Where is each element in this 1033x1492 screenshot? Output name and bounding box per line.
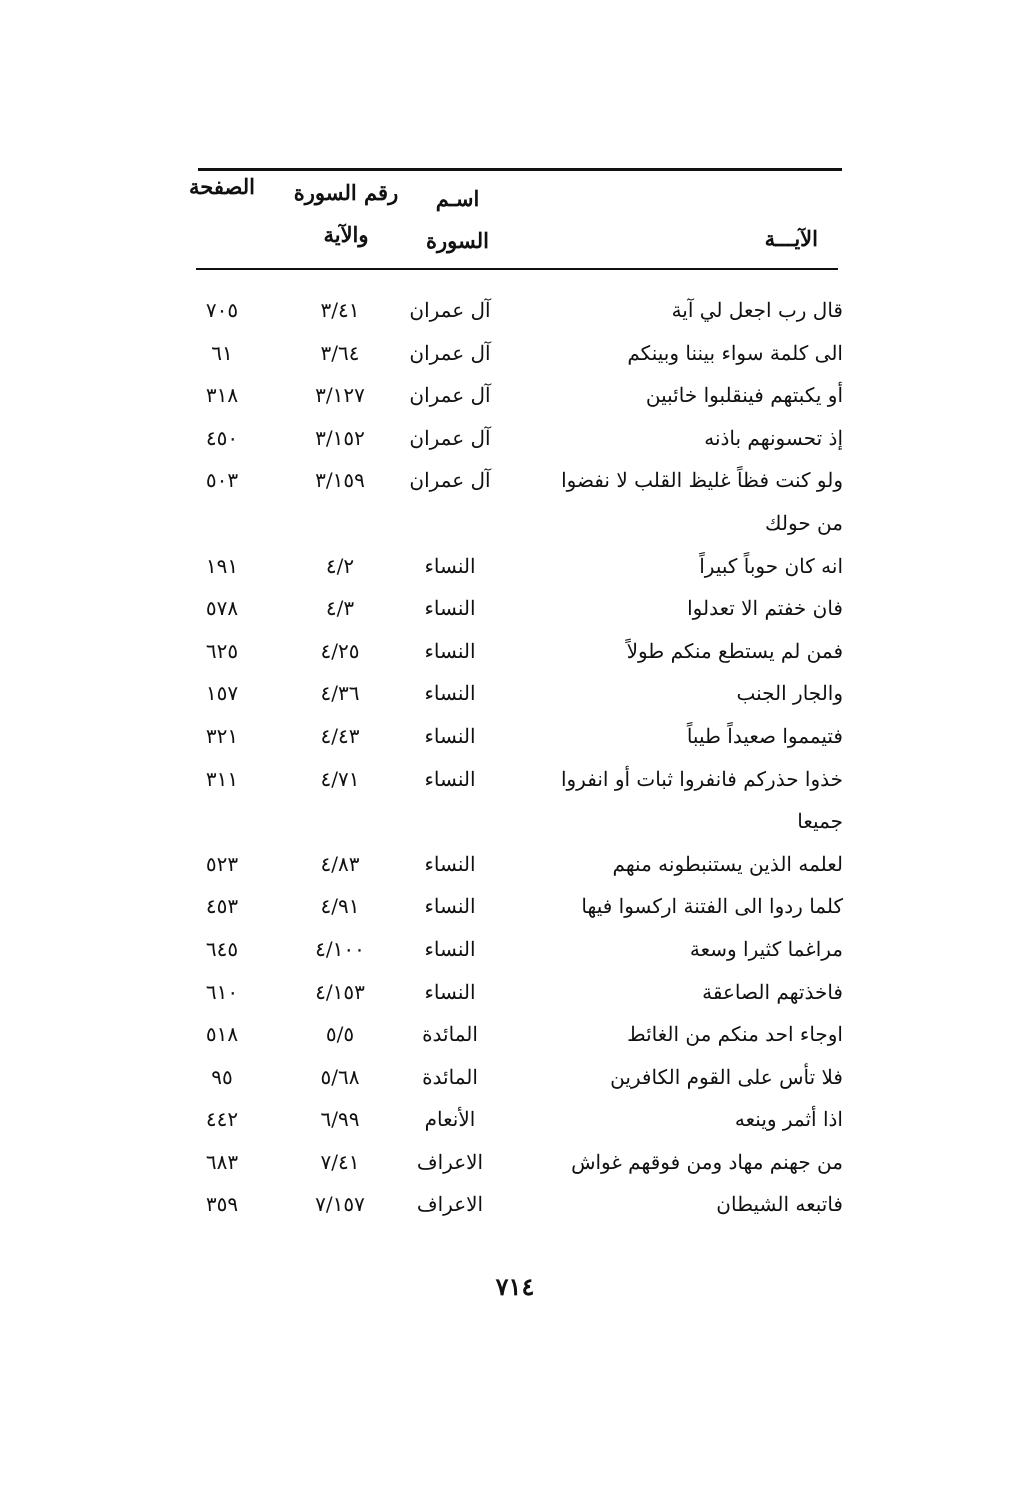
- sura-cell: المائدة: [422, 1022, 478, 1047]
- ref-cell: ٤/٣٦: [320, 681, 360, 706]
- table-row: [0, 803, 1033, 846]
- ref-cell: ٣/١٢٧: [315, 383, 365, 408]
- ayah-cell: إذ تحسونهم باذنه: [704, 425, 843, 450]
- header-page-label: الصفحة: [189, 174, 255, 199]
- table-row: [0, 590, 1033, 633]
- ayah-cell: ولو كنت فظاً غليظ القلب لا نفضوا: [561, 468, 843, 493]
- ref-cell: ٧/١٥٧: [315, 1192, 365, 1217]
- ref-cell: ٧/٤١: [320, 1149, 360, 1174]
- top-rule: [198, 168, 842, 171]
- ayah-cell: والجار الجنب: [736, 681, 843, 706]
- ref-cell: ٥/٥: [325, 1022, 355, 1047]
- table-row: [0, 761, 1033, 804]
- page-cell: ٦٢٥: [205, 638, 239, 663]
- index-table: [0, 292, 1033, 1229]
- page-cell: ٥٢٣: [205, 851, 239, 876]
- sura-cell: النساء: [424, 681, 476, 706]
- page-cell: ٣١١: [205, 766, 239, 791]
- table-row: [0, 377, 1033, 420]
- sura-cell: آل عمران: [409, 298, 491, 322]
- ayah-cell: فلا تأس على القوم الكافرين: [610, 1064, 843, 1089]
- ref-cell: ٤/٧١: [320, 766, 360, 791]
- ref-cell: ٤/٣: [325, 596, 355, 621]
- header-sura-name: [405, 186, 510, 254]
- page-cell: ٥٧٨: [205, 596, 239, 621]
- sura-cell: النساء: [424, 766, 476, 791]
- header-sura-line2: السورة: [426, 228, 489, 253]
- sura-cell: الاعراف: [416, 1192, 484, 1217]
- table-row: [0, 974, 1033, 1017]
- table-row: [0, 846, 1033, 889]
- ayah-cell: كلما ردوا الى الفتنة اركسوا فيها: [581, 894, 843, 919]
- header-ayah-label: الآيـــة: [764, 226, 818, 251]
- sura-cell: النساء: [424, 936, 476, 961]
- ref-cell: ٤/٩١: [320, 894, 360, 919]
- sura-cell: النساء: [424, 723, 476, 748]
- ref-cell: ٣/١٥٢: [315, 425, 365, 450]
- table-row: [0, 718, 1033, 761]
- table-row: [0, 335, 1033, 378]
- ref-cell: ٦/٩٩: [320, 1107, 360, 1132]
- header-page: [176, 174, 268, 200]
- ayah-cell: خذوا حذركم فانفروا ثبات أو انفروا: [560, 766, 843, 791]
- sura-cell: الاعراف: [416, 1149, 484, 1174]
- ref-cell: ٣/١٥٩: [315, 468, 365, 493]
- page-number: ٧١٤: [495, 1272, 535, 1301]
- table-row: [0, 1101, 1033, 1144]
- header-ref-line1: رقم السورة: [293, 180, 399, 205]
- sura-cell: النساء: [424, 851, 476, 876]
- table-row: [0, 292, 1033, 335]
- sura-cell: آل عمران: [409, 468, 491, 493]
- ayah-cell: فمن لم يستطع منكم طولاً: [626, 638, 843, 663]
- ref-cell: ٤/٢: [325, 553, 355, 578]
- table-row: [0, 675, 1033, 718]
- table-row: [0, 931, 1033, 974]
- page-cell: ٥٠٣: [205, 468, 239, 493]
- ayah-cell: من حولك: [765, 510, 843, 535]
- ref-cell: ٤/١٥٣: [315, 979, 365, 1004]
- page-cell: ٥١٨: [205, 1022, 239, 1047]
- ayah-cell: الى كلمة سواء بيننا وبينكم: [627, 340, 843, 365]
- sura-cell: آل عمران: [409, 340, 491, 365]
- page-cell: ٦٨٣: [205, 1149, 239, 1174]
- page-cell: ٩٥: [211, 1064, 233, 1089]
- page-cell: ٦١٠: [205, 979, 239, 1004]
- page-cell: ٣١٨: [205, 383, 239, 408]
- sura-cell: النساء: [424, 596, 476, 621]
- page-cell: ٦٤٥: [205, 936, 239, 961]
- ref-cell: ٤/١٠٠: [315, 936, 365, 961]
- ref-cell: ٤/٤٣: [320, 723, 360, 748]
- page-cell: ٧٠٥: [205, 298, 239, 322]
- sura-cell: النساء: [424, 553, 476, 578]
- sura-cell: النساء: [424, 894, 476, 919]
- page-cell: ٤٤٢: [205, 1107, 239, 1132]
- ref-cell: ٣/٤١: [320, 298, 360, 322]
- table-row: [0, 633, 1033, 676]
- sura-cell: النساء: [424, 979, 476, 1004]
- table-row: [0, 1059, 1033, 1102]
- ayah-cell: من جهنم مهاد ومن فوقهم غواش: [571, 1149, 843, 1174]
- table-row: [0, 420, 1033, 463]
- table-row: [0, 1144, 1033, 1187]
- table-row: [0, 1186, 1033, 1229]
- ayah-cell: فتيمموا صعيداً طيباً: [686, 723, 843, 748]
- ayah-cell: مراغما كثيرا وسعة: [689, 936, 843, 961]
- ayah-cell: فان خفتم الا تعدلوا: [687, 596, 843, 621]
- table-row: [0, 462, 1033, 505]
- ayah-cell: أو يكبتهم فينقلبوا خائبين: [645, 383, 843, 408]
- ayah-cell: فاتبعه الشيطان: [716, 1192, 843, 1217]
- header-sura-line1: اسـم: [435, 186, 480, 211]
- page-cell: ١٩١: [205, 553, 239, 578]
- sura-cell: النساء: [424, 638, 476, 663]
- header-sura-ayah-number: [290, 180, 402, 248]
- ayah-cell: اوجاء احد منكم من الغائط: [627, 1022, 843, 1047]
- page-cell: ٣٢١: [205, 723, 239, 748]
- ref-cell: ٤/٢٥: [320, 638, 360, 663]
- header-rule: [196, 268, 838, 270]
- table-row: [0, 888, 1033, 931]
- table-row: [0, 548, 1033, 591]
- ayah-cell: فاخذتهم الصاعقة: [702, 979, 843, 1004]
- page-cell: ٣٥٩: [205, 1192, 239, 1217]
- ref-cell: ٤/٨٣: [320, 851, 360, 876]
- sura-cell: آل عمران: [409, 383, 491, 408]
- page-cell: ٤٥٠: [205, 425, 239, 450]
- header-ayah: [765, 226, 818, 252]
- header-ref-line2: والآية: [323, 222, 369, 247]
- sura-cell: آل عمران: [409, 425, 491, 450]
- table-row: [0, 505, 1033, 548]
- ayah-cell: لعلمه الذين يستنبطونه منهم: [612, 851, 843, 876]
- page-cell: ٦١: [211, 340, 233, 365]
- ref-cell: ٣/٦٤: [320, 340, 360, 365]
- sura-cell: المائدة: [422, 1064, 478, 1089]
- page-cell: ١٥٧: [205, 681, 239, 706]
- ayah-cell: قال رب اجعل لي آية: [671, 298, 843, 322]
- ayah-cell: جميعا: [797, 809, 843, 834]
- ayah-cell: انه كان حوباً كبيراً: [699, 553, 843, 578]
- page-cell: ٤٥٣: [205, 894, 239, 919]
- ref-cell: ٥/٦٨: [320, 1064, 360, 1089]
- table-row: [0, 1016, 1033, 1059]
- sura-cell: الأنعام: [424, 1107, 476, 1132]
- ayah-cell: اذا أثمر وينعه: [734, 1107, 843, 1132]
